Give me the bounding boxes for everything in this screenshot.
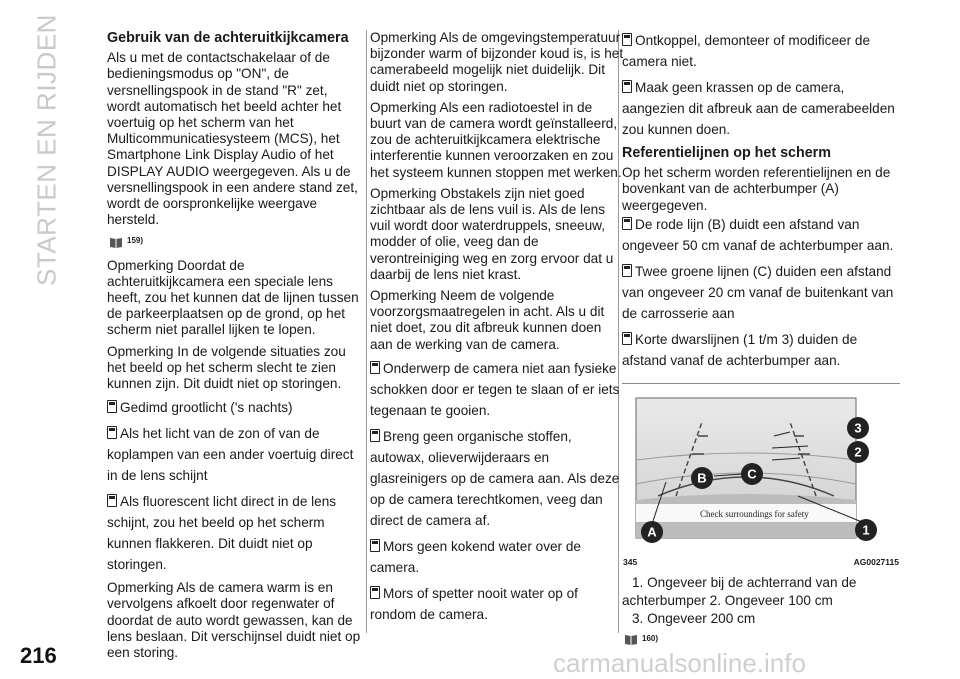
bullet-icon: [107, 494, 117, 507]
bullet-icon: [370, 361, 380, 374]
svg-text:C: C: [747, 466, 757, 482]
bullet-icon: [370, 539, 380, 552]
column-1: [107, 30, 362, 666]
warning-reference: 159): [109, 233, 362, 249]
paragraph: Opmerking Obstakels zijn niet goed zichtbaar als de lens vuil is. Als de lens vuil wordt door waterdruppels, sneeuw, modder of olie, veeg dan de verontreiniging weg en zorg ervoor dat u daarbij de lens niet krast.: [370, 185, 614, 282]
label-b-badge: [691, 467, 713, 489]
svg-text:1: 1: [862, 522, 870, 538]
bullet-icon: [622, 33, 632, 46]
bullet-item: Ontkoppel, demonteer of modificeer de camera niet.: [622, 33, 871, 69]
paragraph: Opmerking Neem de volgende voorzorgsmaatregelen in acht. Als u dit niet doet, zou dit afbreuk kunnen doen aan de werking van de camera.: [370, 288, 605, 352]
bullet-item: Onderwerp de camera niet aan fysieke schokken door er tegen te slaan of er iets tegenaan te gooien.: [370, 360, 620, 418]
bullet-icon: [107, 426, 117, 439]
bullet-item: Maak geen krassen op de camera, aangezien dit afbreuk aan de camerabeelden zou kunnen doen.: [622, 80, 895, 137]
paragraph: Opmerking Als de camera warm is en vervolgens afkoelt door regenwater of doordat de auto wordt gewassen, kan de lens beslaan. Dit verschijnsel duidt niet op een storing.: [107, 580, 361, 661]
bullet-item: Korte dwarslijnen (1 t/m 3) duiden de afstand vanaf de achterbumper aan.: [622, 331, 858, 368]
figure-code: AG0027115: [853, 556, 899, 567]
bullet-item: Als het licht van de zon of van de koplampen van een ander voertuig direct in de lens schijnt: [107, 426, 354, 484]
label-a-badge: [641, 521, 663, 543]
book-icon: [109, 236, 123, 248]
screen-warning-text: Check surroundings for safety: [700, 508, 809, 519]
section-heading: Gebruik van de achteruitkijkcamera: [107, 30, 349, 46]
paragraph: Opmerking Als een radiotoestel in de buurt van de camera wordt geïnstalleerd, zou de achteruitkijkcamera elektrische interferentie kunnen veroorzaken en zou het systeem kunnen stoppen met werken.: [370, 99, 622, 180]
book-icon: [624, 633, 638, 645]
bullet-icon: [622, 80, 632, 93]
svg-text:B: B: [697, 470, 707, 486]
column-divider: [366, 30, 367, 633]
label-c-badge: [741, 463, 763, 485]
page-number: 216: [20, 643, 57, 668]
bullet-item: Breng geen organische stoffen, autowax, olieverwijderaars en glasreinigers op de camera aan. Als deze op de camera terechtkomen, veeg dan direct de camera af.: [370, 428, 620, 528]
svg-text:3: 3: [854, 420, 862, 436]
label-2-badge: [847, 441, 869, 463]
paragraph: Opmerking In de volgende situaties zou het beeld op het scherm slecht te zien kunnen zijn. Dit duidt niet op storingen.: [107, 343, 346, 392]
svg-text:A: A: [647, 524, 657, 540]
paragraph: Opmerking Als de omgevingstemperatuur bijzonder warm of bijzonder koud is, is het camerabeeld mogelijk niet duidelijk. Dit duidt niet op storingen.: [370, 30, 624, 94]
paragraph: Opmerking Doordat de achteruitkijkcamera een speciale lens heeft, zou het kunnen dat de lijnen tussen de parkeerplaatsen op de grond, op het scherm niet parallel lijken te lopen.: [107, 257, 359, 338]
bullet-icon: [622, 332, 632, 345]
paragraph: Op het scherm worden referentielijnen en de bovenkant van de achterbumper (A) weergegeven.: [622, 165, 891, 213]
bullet-item: De rode lijn (B) duidt een afstand van ongeveer 50 cm vanaf de achterbumper aan.: [622, 216, 894, 253]
column-2: [370, 30, 624, 630]
bullet-icon: [107, 400, 117, 413]
bullet-icon: [370, 429, 380, 442]
label-1-badge: [855, 519, 877, 541]
chapter-side-title: STARTEN EN RIJDEN: [31, 14, 62, 286]
watermark: carmanualsonline.info: [553, 648, 806, 678]
label-3-badge: [847, 417, 869, 439]
rear-camera-figure: [622, 383, 900, 566]
column-3: [622, 30, 900, 655]
paragraph: Als u met de contactschakelaar of de bedieningsmodus op "ON", de versnellingspook in de stand "R" zet, wordt automatisch het beeld achter het voertuig op het scherm van het Multicommunicatiesysteem (MCS), het Smartphone Link Display Audio of het DISPLAY AUDIO weergegeven. Als u de versnellingspook in een andere stand zet, wordt de oorspronkelijke weergave hersteld.: [107, 50, 358, 228]
section-heading: Referentielijnen op het scherm: [622, 145, 831, 161]
figure-number: 345: [623, 556, 638, 567]
bullet-item: Mors of spetter nooit water op of rondom de camera.: [370, 585, 578, 622]
bullet-icon: [622, 264, 632, 277]
bullet-item: Als fluorescent licht direct in de lens schijnt, zou het beeld op het scherm kunnen flakkeren. Dit duidt niet op storingen.: [107, 494, 337, 573]
bullet-item: Twee groene lijnen (C) duiden een afstand van ongeveer 20 cm vanaf de buitenkant van de carrosserie aan: [622, 263, 894, 321]
figure-caption: 1. Ongeveer bij de achterrand van de achterbumper 2. Ongeveer 100 cm 3. Ongeveer 200 cm: [622, 574, 857, 626]
svg-text:2: 2: [854, 444, 862, 460]
bullet-icon: [370, 586, 380, 599]
bullet-icon: [622, 217, 632, 230]
bullet-item: Gedimd grootlicht ('s nachts): [107, 397, 362, 418]
camera-screen-illustration: [622, 392, 900, 548]
warning-reference: 160): [624, 631, 900, 647]
bullet-item: Mors geen kokend water over de camera.: [370, 538, 581, 575]
